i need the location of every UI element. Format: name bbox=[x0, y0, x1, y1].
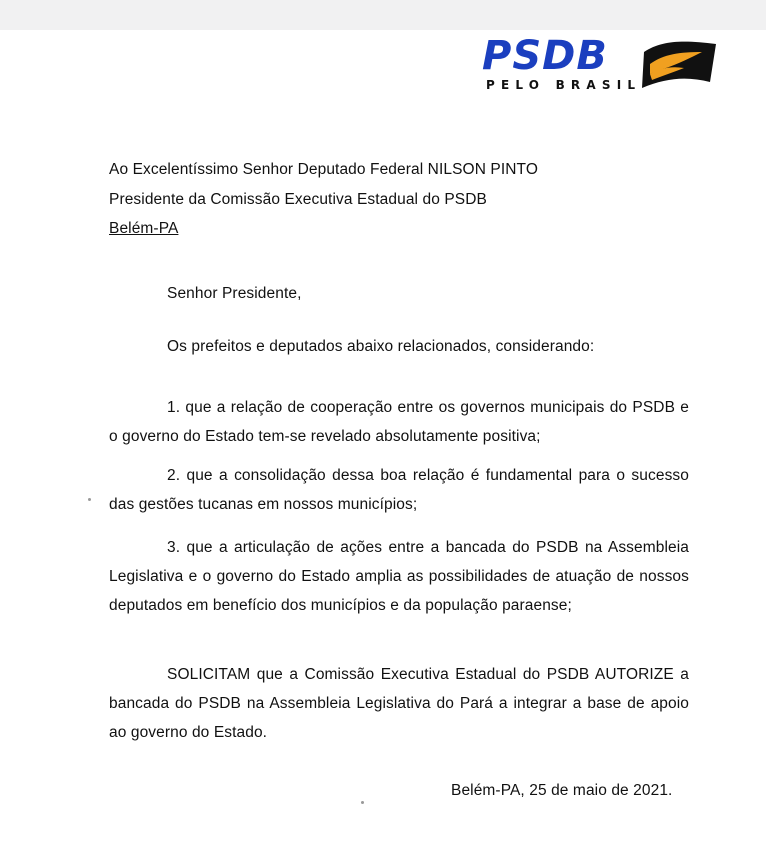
date-line: Belém-PA, 25 de maio de 2021. bbox=[451, 782, 673, 799]
intro-paragraph: Os prefeitos e deputados abaixo relacionados, considerando: bbox=[167, 338, 595, 355]
recipient-line-3: Belém-PA bbox=[109, 220, 179, 237]
toucan-flag-icon bbox=[640, 38, 720, 88]
item-1: 1. que a relação de cooperação entre os governos municipais do PSDB e o governo do Estado tem-se revelado absolutamente positiva; bbox=[109, 399, 689, 445]
item-3: 3. que a articulação de ações entre a bancada do PSDB na Assembleia Legislativa e o governo do Estado amplia as possibilidades de atuação de nossos deputados em benefício dos municípios e da população paraense; bbox=[109, 539, 689, 614]
logo-subtitle: PELO BRASIL bbox=[486, 78, 642, 92]
document-page bbox=[0, 30, 766, 864]
psdb-logo bbox=[482, 34, 722, 96]
scan-speck bbox=[88, 498, 91, 501]
salutation: Senhor Presidente, bbox=[167, 285, 302, 302]
request-paragraph: SOLICITAM que a Comissão Executiva Estadual do PSDB AUTORIZE a bancada do PSDB na Assembleia Legislativa do Pará a integrar a base de apoio ao governo do Estado. bbox=[109, 666, 689, 741]
recipient-line-2: Presidente da Comissão Executiva Estadual do PSDB bbox=[109, 191, 487, 208]
viewer-top-bar bbox=[0, 0, 766, 30]
recipient-line-1: Ao Excelentíssimo Senhor Deputado Federal NILSON PINTO bbox=[109, 161, 538, 178]
scan-speck bbox=[361, 801, 364, 804]
logo-wordmark: PSDB bbox=[482, 33, 608, 79]
item-2: 2. que a consolidação dessa boa relação é fundamental para o sucesso das gestões tucanas em nossos municípios; bbox=[109, 467, 689, 513]
